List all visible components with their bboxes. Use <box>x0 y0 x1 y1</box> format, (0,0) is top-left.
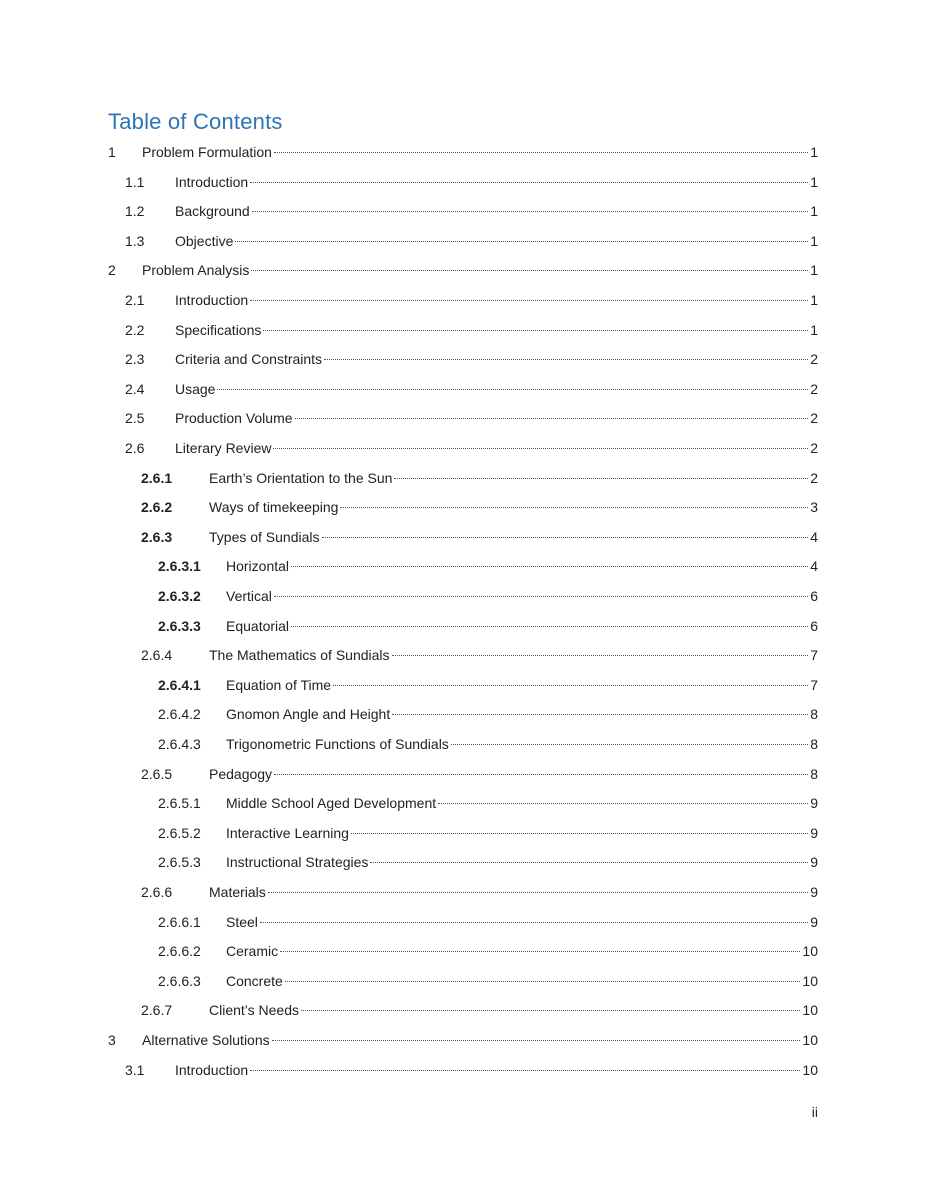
toc-entry-label: Gnomon Angle and Height <box>226 706 391 723</box>
toc-entry[interactable] <box>108 141 818 163</box>
toc-entry-number: 2.2 <box>125 321 145 338</box>
toc-entry[interactable] <box>141 999 818 1021</box>
toc-entry-number: 1.1 <box>125 173 145 190</box>
toc-entry-number: 2.6.4.3 <box>158 736 201 752</box>
toc-entry-page: 2 <box>810 410 818 427</box>
toc-entry-page: 2 <box>810 469 818 486</box>
toc-entry-page: 10 <box>802 1002 818 1019</box>
toc-entry-label: Literary Review <box>175 440 272 456</box>
toc-entry-label: Equatorial <box>226 617 290 634</box>
toc-entry-label: Trigonometric Functions of Sundials <box>226 736 449 752</box>
toc-entry-number: 2.6.1 <box>141 469 173 486</box>
toc-entry-page: 10 <box>802 972 818 989</box>
toc-entry[interactable] <box>158 615 818 637</box>
toc-entry-page: 7 <box>810 647 818 664</box>
toc-dot-leader <box>340 506 808 508</box>
toc-entry-page: 1 <box>810 262 818 279</box>
toc-entry[interactable] <box>108 1029 818 1051</box>
toc-dot-leader <box>268 891 808 893</box>
toc-entry-page: 2 <box>810 440 818 456</box>
toc-dot-leader <box>333 684 808 686</box>
toc-entry-label: Types of Sundials <box>209 528 320 545</box>
toc-entry-label: Problem Analysis <box>142 262 250 279</box>
toc-entry-number: 2.6.4.1 <box>158 676 201 693</box>
toc-entry-page: 10 <box>802 1032 818 1048</box>
toc-dot-leader <box>250 1069 800 1071</box>
toc-dot-leader <box>291 625 808 627</box>
toc-entry-page: 6 <box>810 617 818 634</box>
toc-dot-leader <box>438 802 808 804</box>
toc-entry-label: Horizontal <box>226 558 290 575</box>
toc-entry-page: 1 <box>810 321 818 338</box>
toc-entry[interactable] <box>125 200 818 222</box>
toc-entry-number: 2.1 <box>125 292 145 308</box>
toc-entry[interactable] <box>158 703 818 725</box>
toc-dot-leader <box>235 240 808 242</box>
toc-entry-page: 4 <box>810 558 818 575</box>
toc-entry[interactable] <box>158 970 818 992</box>
toc-entry-label: Objective <box>175 232 234 249</box>
toc-entry-label: Equation of Time <box>226 676 332 693</box>
toc-dot-leader <box>252 210 808 212</box>
toc-entry-label: Materials <box>209 884 266 900</box>
toc-entry[interactable] <box>141 496 818 518</box>
toc-entry-page: 1 <box>810 144 818 160</box>
toc-entry-label: Specifications <box>175 321 262 338</box>
toc-dot-leader <box>251 269 808 271</box>
toc-entry[interactable] <box>125 171 818 193</box>
toc-entry[interactable] <box>158 851 818 873</box>
toc-entry-number: 2.6.6.3 <box>158 972 201 989</box>
toc-dot-leader <box>280 950 800 952</box>
toc-entry-page: 1 <box>810 173 818 190</box>
toc-entry[interactable] <box>158 911 818 933</box>
toc-dot-leader <box>301 1009 800 1011</box>
toc-entry-page: 8 <box>810 765 818 782</box>
toc-entry-number: 2.6.4.2 <box>158 706 201 723</box>
toc-dot-leader <box>250 299 808 301</box>
toc-entry-number: 2.6.6 <box>141 884 173 900</box>
toc-entry-label: Production Volume <box>175 410 293 427</box>
toc-entry-page: 8 <box>810 736 818 752</box>
toc-entry[interactable] <box>158 585 818 607</box>
toc-dot-leader <box>285 980 801 982</box>
toc-entry-label: Middle School Aged Development <box>226 795 437 812</box>
toc-entry-page: 9 <box>810 824 818 841</box>
toc-entry-page: 1 <box>810 203 818 220</box>
toc-entry[interactable] <box>125 319 818 341</box>
toc-entry-number: 2.6.3 <box>141 528 173 545</box>
toc-entry[interactable] <box>158 822 818 844</box>
toc-entry[interactable] <box>125 407 818 429</box>
toc-entry[interactable] <box>125 289 818 311</box>
toc-entry-number: 2.6.3.1 <box>158 558 201 575</box>
toc-entry-label: Client’s Needs <box>209 1002 300 1019</box>
toc-entry[interactable] <box>158 674 818 696</box>
toc-entry[interactable] <box>158 940 818 962</box>
toc-entry-page: 4 <box>810 528 818 545</box>
toc-entry-page: 10 <box>802 943 818 960</box>
toc-entry-label: Criteria and Constraints <box>175 351 323 368</box>
toc-entry-number: 2.6.5.2 <box>158 824 201 841</box>
toc-entry-page: 2 <box>810 351 818 368</box>
toc-entry[interactable] <box>125 348 818 370</box>
toc-entry-label: Introduction <box>175 292 249 308</box>
toc-entry-number: 3 <box>108 1032 116 1048</box>
toc-entry[interactable] <box>158 555 818 577</box>
toc-entry-number: 2.6.5.1 <box>158 795 201 812</box>
toc-dot-leader <box>295 417 809 419</box>
toc-entry-label: Steel <box>226 913 258 930</box>
toc-dot-leader <box>291 565 808 567</box>
toc-entry-number: 2.6.6.2 <box>158 943 201 960</box>
toc-entry-number: 2.6.3.2 <box>158 588 201 604</box>
toc-entry-number: 2.6.5 <box>141 765 173 782</box>
toc-entry-label: Alternative Solutions <box>142 1032 270 1048</box>
toc-entry-label: Vertical <box>226 588 272 604</box>
toc-entry-label: Introduction <box>175 1061 249 1078</box>
toc-dot-leader <box>274 595 808 597</box>
toc-entry-number: 2.6.5.3 <box>158 854 201 871</box>
toc-dot-leader <box>217 388 808 390</box>
toc-dot-leader <box>274 151 808 153</box>
toc-entry-label: Ceramic <box>226 943 279 960</box>
toc-entry-page: 2 <box>810 380 818 397</box>
toc-entry-page: 10 <box>802 1061 818 1078</box>
toc-entry-label: Problem Formulation <box>142 144 272 160</box>
toc-dot-leader <box>272 1039 801 1041</box>
toc-entry-number: 2.6.7 <box>141 1002 173 1019</box>
toc-entry-page: 8 <box>810 706 818 723</box>
toc-title: Table of Contents <box>108 109 283 134</box>
toc-entry-page: 9 <box>810 913 818 930</box>
toc-entry-page: 9 <box>810 854 818 871</box>
toc-dot-leader <box>250 181 808 183</box>
toc-dot-leader <box>273 447 808 449</box>
toc-entry-number: 2.4 <box>125 380 145 397</box>
toc-entry-page: 9 <box>810 884 818 900</box>
toc-entry[interactable] <box>125 437 818 459</box>
toc-entry-number: 2.6.2 <box>141 499 173 516</box>
page-number: ii <box>811 1104 818 1120</box>
toc-entry-page: 1 <box>810 292 818 308</box>
toc-dot-leader <box>451 743 808 745</box>
toc-entry[interactable] <box>125 230 818 252</box>
toc-dot-leader <box>324 358 808 360</box>
toc-entry-number: 1.3 <box>125 232 145 249</box>
toc-entry[interactable] <box>125 1059 818 1081</box>
toc-entry-number: 2.6 <box>125 440 145 456</box>
toc-dot-leader <box>394 477 808 479</box>
toc-entry-number: 1.2 <box>125 203 145 220</box>
toc-entry-number: 2.3 <box>125 351 145 368</box>
toc-dot-leader <box>263 329 808 331</box>
toc-entry-number: 1 <box>108 144 116 160</box>
toc-dot-leader <box>392 654 809 656</box>
toc-entry-page: 9 <box>810 795 818 812</box>
toc-entry[interactable] <box>141 763 818 785</box>
toc-entry-number: 2.5 <box>125 410 145 427</box>
toc-entry-label: The Mathematics of Sundials <box>209 647 390 664</box>
toc-dot-leader <box>392 713 808 715</box>
toc-entry[interactable] <box>108 259 818 281</box>
toc-entry[interactable] <box>141 644 818 666</box>
toc-entry-number: 2.6.3.3 <box>158 617 201 634</box>
toc-entry-label: Concrete <box>226 972 283 989</box>
toc-entry-label: Usage <box>175 380 216 397</box>
toc-dot-leader <box>370 861 808 863</box>
toc-entry-number: 2.6.4 <box>141 647 173 664</box>
toc-entry-label: Background <box>175 203 250 220</box>
toc-entry-label: Interactive Learning <box>226 824 349 841</box>
toc-entry-label: Instructional Strategies <box>226 854 369 871</box>
toc-entry-label: Pedagogy <box>209 765 273 782</box>
toc-entry-number: 2 <box>108 262 116 279</box>
toc-entry-page: 6 <box>810 588 818 604</box>
toc-dot-leader <box>274 773 808 775</box>
toc-entry-number: 2.6.6.1 <box>158 913 201 930</box>
toc-entry[interactable] <box>158 792 818 814</box>
toc-entry-number: 3.1 <box>125 1061 145 1078</box>
toc-dot-leader <box>322 536 809 538</box>
toc-entry-label: Earth’s Orientation to the Sun <box>209 469 393 486</box>
toc-entry-page: 3 <box>810 499 818 516</box>
toc-dot-leader <box>260 921 808 923</box>
toc-entry[interactable] <box>141 526 818 548</box>
toc-dot-leader <box>351 832 808 834</box>
toc-entry[interactable] <box>158 733 818 755</box>
toc-entry[interactable] <box>141 467 818 489</box>
toc-entry-page: 7 <box>810 676 818 693</box>
toc-entry-page: 1 <box>810 232 818 249</box>
toc-entry-label: Ways of timekeeping <box>209 499 339 516</box>
toc-entry-label: Introduction <box>175 173 249 190</box>
toc-entry[interactable] <box>125 378 818 400</box>
toc-entry[interactable] <box>141 881 818 903</box>
